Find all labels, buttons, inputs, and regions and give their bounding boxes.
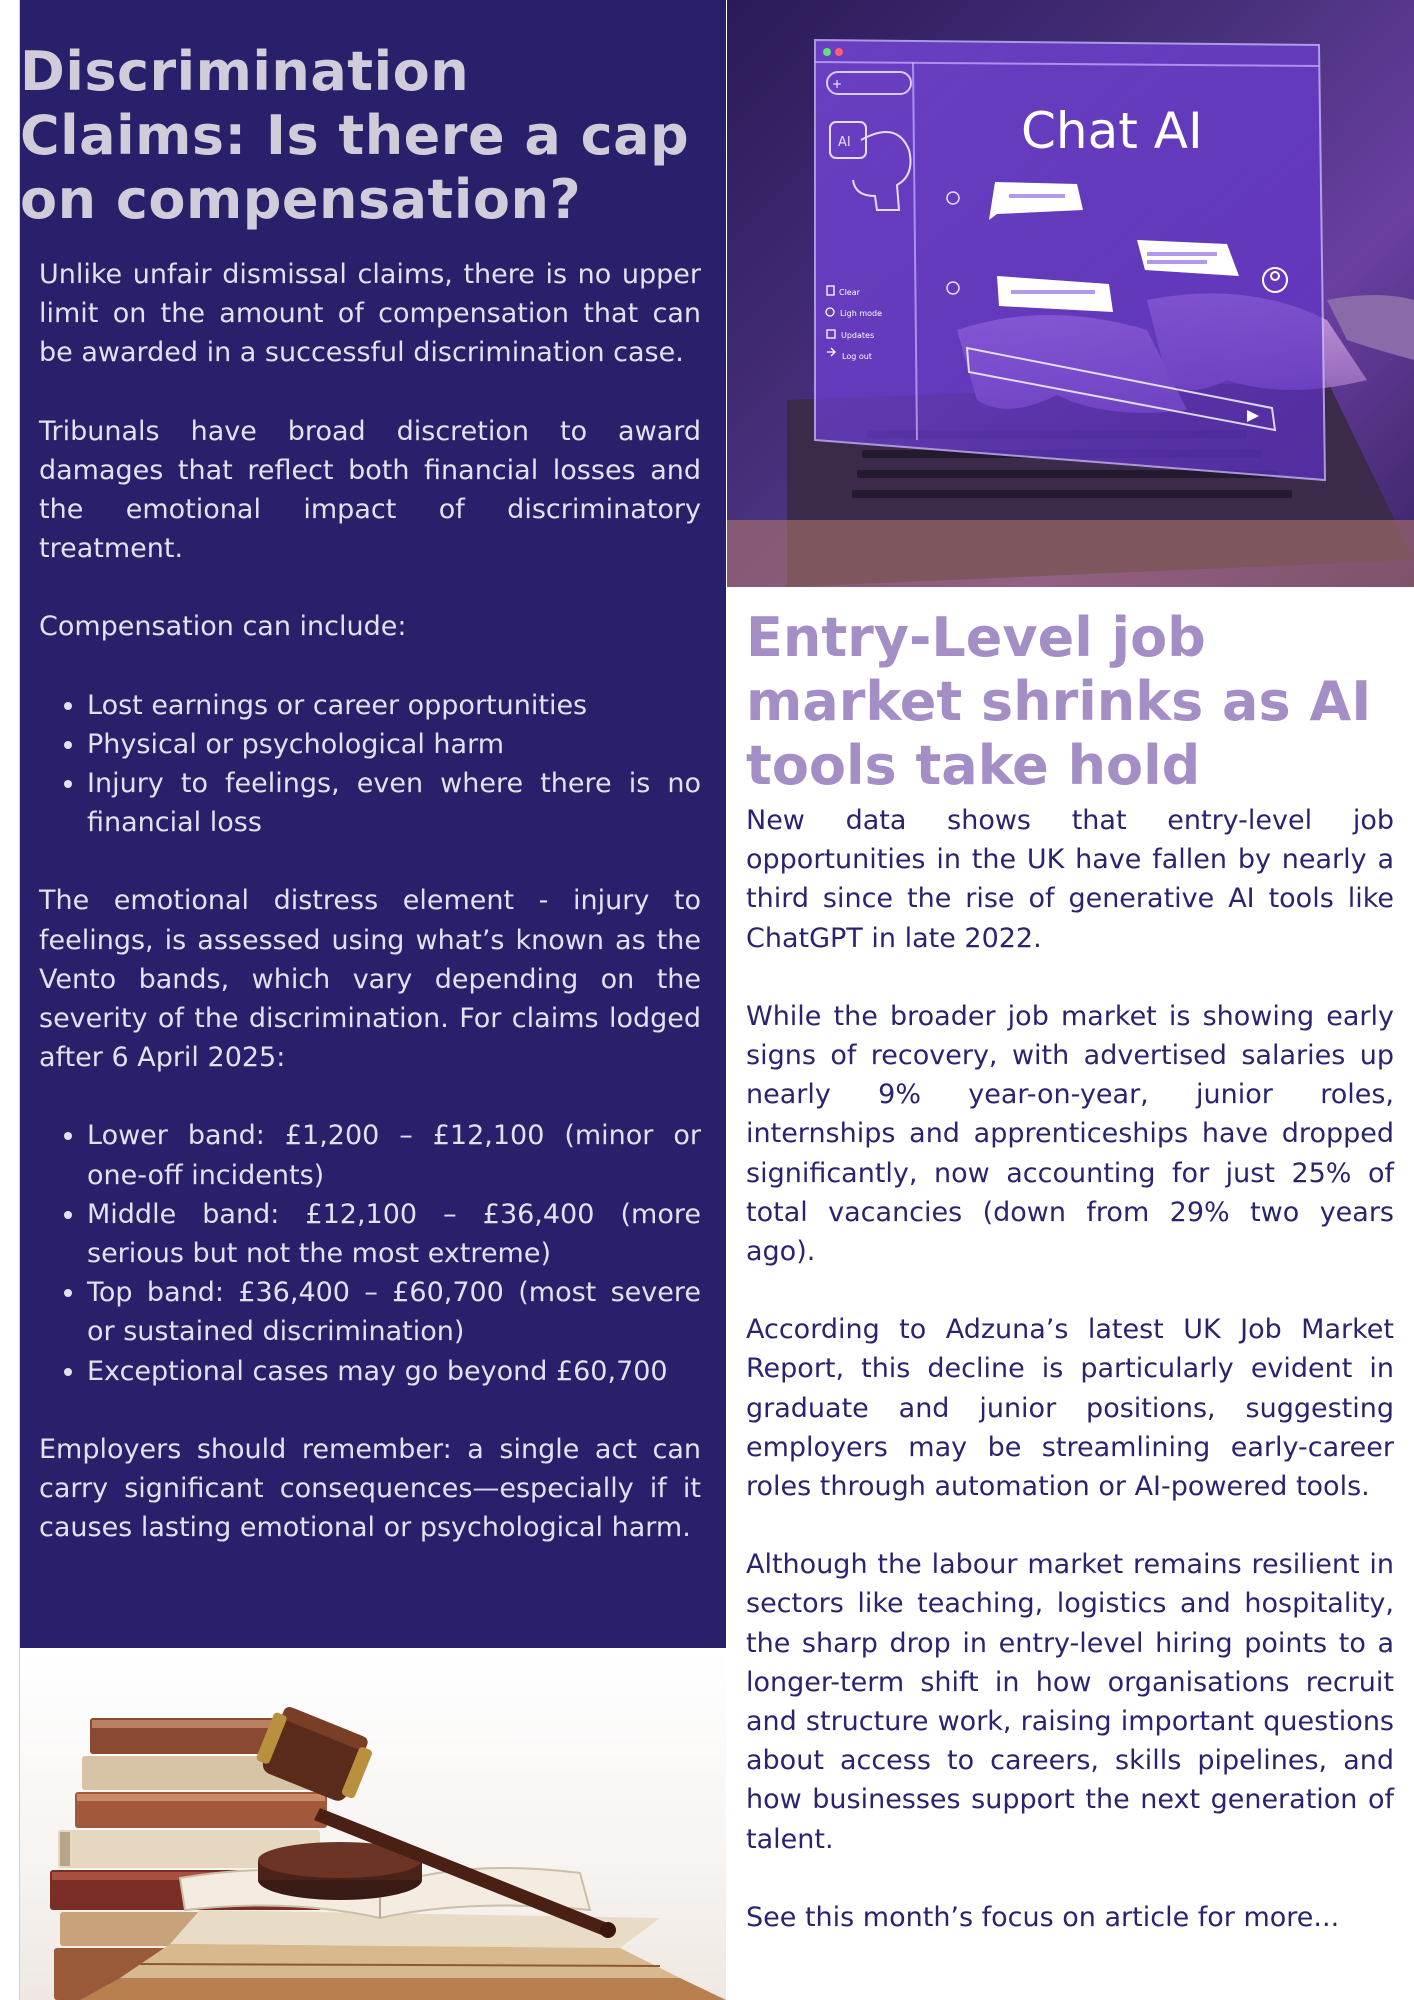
list-item: • Exceptional cases may go beyond £60,700	[87, 1352, 701, 1391]
see-more-link[interactable]: See this month’s focus on article for more...	[746, 1901, 1340, 1933]
paragraph: The emotional distress element - injury to feelings, is assessed using what’s known as the Vento bands, which vary depending on the severity of the discrimination. For claims lodged after 6 April 2025:	[39, 885, 701, 1074]
entry-level-body	[746, 801, 1394, 1937]
gavel-books-image	[20, 1648, 726, 2000]
paragraph: According to Adzuna’s latest UK Job Market Report, this decline is particularly evident in graduate and junior positions, suggesting employers may be streamlining early-career roles through automation or AI-powered tools.	[746, 1314, 1394, 1503]
list-item: • Injury to feelings, even where there is no financial loss	[87, 764, 701, 842]
discrimination-body	[39, 255, 701, 1586]
window-dot-icon	[835, 48, 843, 56]
paragraph: While the broader job market is showing early signs of recovery, with advertised salaries up nearly 9% year-on-year, junior roles, internships and apprenticeships have dropped significantly, now accounting for just 25% of total vacancies (down from 29% two years ago).	[746, 1000, 1394, 1268]
window-dot-icon	[823, 48, 831, 56]
list-item: • Physical or psychological harm	[87, 725, 701, 764]
paragraph: Employers should remember: a single act can carry significant consequences—especially if it causes lasting emotional or psychological harm.	[39, 1433, 701, 1544]
list-item: • Lost earnings or career opportunities	[87, 686, 701, 725]
paragraph: Although the labour market remains resilient in sectors like teaching, logistics and hospitality, the sharp drop in entry-level hiring points to a longer-term shift in how organisations recruit and structure work, raising important questions about access to careers, skills pipelines, and how businesses support the next generation of talent.	[746, 1549, 1394, 1855]
entry-level-title: Entry-Level job market shrinks as AI tools take hold	[746, 606, 1372, 797]
sidebar-item-light-mode: Ligh mode	[840, 309, 883, 318]
chat-ai-title: Chat AI	[1021, 102, 1203, 160]
chat-ai-illustration	[727, 0, 1414, 587]
list-item: • Top band: £36,400 – £60,700 (most severe or sustained discrimination)	[87, 1273, 701, 1351]
list-item: • Middle band: £12,100 – £36,400 (more serious but not the most extreme)	[87, 1195, 701, 1273]
svg-text:AI: AI	[838, 135, 851, 150]
paragraph: New data shows that entry-level job opportunities in the UK have fallen by nearly a third since the rise of generative AI tools like ChatGPT in late 2022.	[746, 805, 1394, 954]
sidebar-item-clear: Clear	[839, 288, 860, 297]
svg-text:+: +	[832, 77, 843, 91]
chat-ai-hero-image	[727, 0, 1414, 587]
discrimination-title: Discrimination Claims: Is there a cap on compensation?	[20, 40, 690, 231]
paragraph: Tribunals have broad discretion to award damages that reflect both financial losses and the emotional impact of discriminatory treatment.	[39, 415, 701, 565]
compensation-list	[39, 686, 701, 843]
paragraph: Unlike unfair dismissal claims, there is no upper limit on the amount of compensation that can be awarded in a successful discrimination case.	[39, 259, 701, 369]
vento-bands-list	[39, 1116, 701, 1390]
sidebar-item-log-out: Log out	[842, 352, 872, 361]
gavel-illustration	[20, 1648, 726, 2000]
sidebar-item-updates: Updates	[841, 331, 875, 340]
list-item: • Lower band: £1,200 – £12,100 (minor or one-off incidents)	[87, 1116, 701, 1194]
paragraph: Compensation can include:	[39, 611, 407, 643]
